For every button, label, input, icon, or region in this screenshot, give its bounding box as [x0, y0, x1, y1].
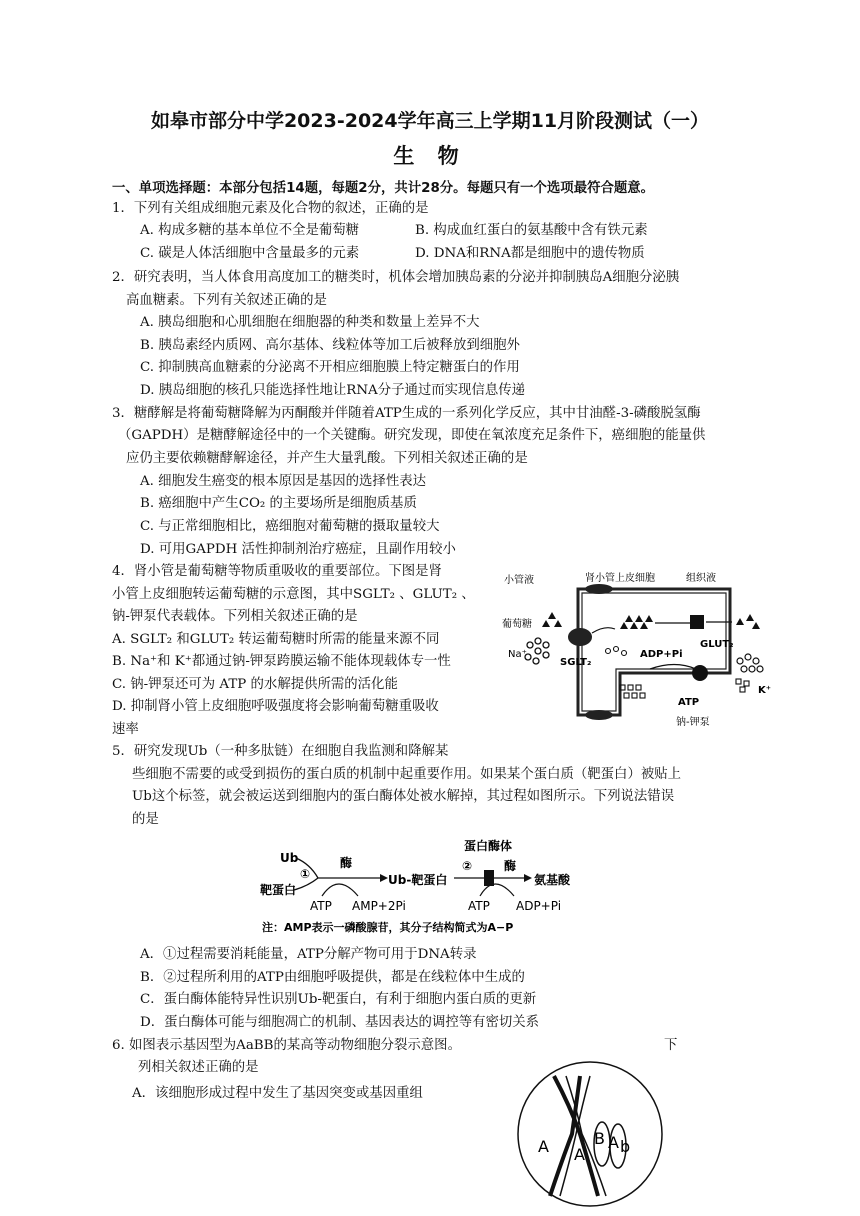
- gene-A-2: A: [574, 1145, 585, 1164]
- fig-ubtarget-label: Ub-靶蛋白: [388, 873, 448, 887]
- fig-cell-label: 肾小管上皮细胞: [585, 573, 655, 584]
- gene-b: b: [620, 1137, 631, 1156]
- q6-option-a: A．该细胞形成过程中发生了基因突变或基因重组: [132, 1086, 423, 1101]
- q5-option-b: B．②过程所利用的ATP由细胞呼吸提供，都是在线粒体中生成的: [140, 970, 525, 985]
- fig-pump-label: 钠-钾泵: [676, 717, 710, 728]
- ubiquitin-process-figure: [258, 832, 598, 938]
- fig-proteasome-label: 蛋白酶体: [464, 839, 513, 853]
- q5-option-d: D．蛋白酶体可能与细胞凋亡的机制、基因表达的调控等有密切关系: [140, 1015, 540, 1030]
- gene-B: B: [594, 1129, 605, 1148]
- q4-stem-2: 小管上皮细胞转运葡萄糖的示意图，其中SGLT₂ 、GLUT₂ 、: [112, 587, 475, 602]
- q3-stem-3: 应仍主要依赖糖酵解途径，并产生大量乳酸。下列相关叙述正确的是: [126, 451, 528, 466]
- glucose-triangles-inside: [620, 615, 653, 629]
- sglt-transporter: [568, 628, 592, 646]
- fig-glut-label: GLUT₂: [700, 639, 734, 650]
- q5-option-a: A．①过程需要消耗能量，ATP分解产物可用于DNA转录: [140, 947, 477, 962]
- q2-option-c: C. 抑制胰高血糖素的分泌离不开相应细胞膜上特定糖蛋白的作用: [140, 360, 520, 375]
- fig-step2-arrowhead: [524, 874, 532, 882]
- gene-A-1: A: [538, 1137, 549, 1156]
- q2-stem-1: 2．研究表明，当人体食用高度加工的糖类时，机体会增加胰岛素的分泌并抑制胰岛A细胞分泌胰: [112, 270, 680, 285]
- sodium-potassium-pump: [692, 665, 708, 681]
- q1-option-b: B. 构成血红蛋白的氨基酸中含有铁元素: [415, 223, 648, 238]
- fig-note: 注：AMP表示一磷酸腺苷，其分子结构简式为A−P: [262, 921, 514, 934]
- fig-amp-label: AMP+2Pi: [352, 899, 406, 913]
- q5-stem-4: 的是: [132, 812, 159, 827]
- q4-option-d-cont: 速率: [112, 722, 139, 737]
- q1-option-d: D. DNA和RNA都是细胞中的遗传物质: [415, 246, 645, 261]
- q3-option-c: C. 与正常细胞相比，癌细胞对葡萄糖的摄取量较大: [140, 519, 440, 534]
- na-circles-right: [737, 654, 763, 672]
- q1-option-a: A. 构成多糖的基本单位不全是葡萄糖: [140, 223, 360, 238]
- fig-enzyme2-label: 酶: [504, 859, 517, 873]
- cell-division-figure: [510, 1056, 670, 1212]
- kidney-tubule-figure: [500, 565, 800, 745]
- na-circles-left: [525, 638, 549, 664]
- fig-proteasome-shape: [484, 870, 494, 886]
- q2-option-b: B. 胰岛素经内质网、高尔基体、线粒体等加工后被释放到细胞外: [140, 338, 520, 353]
- q5-option-c: C．蛋白酶体能特异性识别Ub-靶蛋白，有利于细胞内蛋白质的更新: [140, 992, 537, 1007]
- fig-atp-label: ATP: [678, 697, 700, 708]
- q3-stem-1: 3．糖酵解是将葡萄糖降解为丙酮酸并伴随着ATP生成的一系列化学反应，其中甘油醛-3-磷酸脱氢酶: [112, 406, 701, 421]
- q1-stem: 1．下列有关组成细胞元素及化合物的叙述，正确的是: [112, 201, 429, 216]
- glut-transporter: [690, 615, 704, 629]
- q1-option-c: C. 碳是人体活细胞中含量最多的元素: [140, 246, 360, 261]
- fig-atp1-curve: [322, 884, 358, 896]
- q2-option-d: D. 胰岛细胞的核孔只能选择性地让RNA分子通过而实现信息传递: [140, 383, 526, 398]
- q3-option-b: B. 癌细胞中产生CO₂ 的主要场所是细胞质基质: [140, 496, 417, 511]
- q5-stem-2: 些细胞不需要的或受到损伤的蛋白质的机制中起重要作用。如果某个蛋白质（靶蛋白）被贴上: [132, 767, 682, 782]
- subject-title: 生 物: [393, 144, 467, 168]
- gene-A-3: A: [608, 1133, 619, 1152]
- q3-stem-2: （GAPDH）是糖酵解途径中的一个关键酶。研究发现，即使在氧浓度充足条件下，癌细胞的能量供: [118, 428, 706, 443]
- q3-option-a: A. 细胞发生癌变的根本原因是基因的选择性表达: [140, 474, 426, 489]
- junction-bottom: [585, 710, 613, 720]
- fig-step1-arrowhead: [380, 874, 388, 882]
- fig-ub-label: Ub: [280, 851, 299, 865]
- q4-option-d: D. 抑制肾小管上皮细胞呼吸强度将会影响葡萄糖重吸收: [112, 699, 439, 714]
- q5-stem-1: 5．研究发现Ub（一种多肽链）在细胞自我监测和降解某: [112, 744, 449, 759]
- q2-stem-2: 高血糖素。下列有关叙述正确的是: [126, 293, 327, 308]
- q4-option-c: C. 钠-钾泵还可为 ATP 的水解提供所需的活化能: [112, 677, 398, 692]
- fig-na-label: Na⁺: [508, 649, 527, 660]
- q6-stem-1b: 下: [664, 1038, 678, 1053]
- fig-step2-label: ②: [462, 859, 473, 873]
- fig-enzyme1-label: 酶: [340, 856, 353, 870]
- k-squares-inside: [620, 685, 645, 698]
- fig-k-label: K⁺: [758, 685, 772, 696]
- q4-option-a: A. SGLT₂ 和GLUT₂ 转运葡萄糖时所需的能量来源不同: [112, 632, 440, 647]
- glucose-triangles-left: [542, 612, 562, 627]
- fig-sglt-label: SGLT₂: [560, 657, 592, 668]
- fig-adp-label: ADP+Pi: [516, 899, 562, 913]
- fig-tissue-label: 组织液: [686, 573, 716, 584]
- q2-option-a: A. 胰岛细胞和心肌细胞在细胞器的种类和数量上差异不大: [140, 315, 480, 330]
- fig-glucose-label: 葡萄糖: [502, 619, 532, 630]
- q4-stem-1: 4．肾小管是葡萄糖等物质重吸收的重要部位。下图是肾: [112, 564, 442, 579]
- exam-title: 如皋市部分中学2023-2024学年高三上学期11月阶段测试（一）: [150, 110, 710, 132]
- fig-atp2-label: ATP: [468, 899, 490, 913]
- pump-arrow: [650, 665, 696, 670]
- na-circles-inside: [606, 647, 627, 656]
- fig-step1-label: ①: [300, 867, 311, 881]
- fig-atp1-label: ATP: [310, 899, 332, 913]
- k-squares-right: [736, 679, 749, 692]
- q3-option-d: D. 可用GAPDH 活性抑制剂治疗癌症，且副作用较小: [140, 542, 456, 557]
- q5-stem-3: Ub这个标签，就会被运送到细胞内的蛋白酶体处被水解掉，其过程如图所示。下列说法错误: [132, 789, 675, 804]
- q4-stem-3: 钠-钾泵代表载体。下列相关叙述正确的是: [112, 609, 358, 624]
- fig-lumen-label: 小管液: [504, 575, 534, 586]
- fig-target-label: 靶蛋白: [260, 883, 297, 897]
- sglt-arrow: [592, 628, 615, 633]
- glucose-triangles-right: [736, 614, 760, 629]
- section-heading: 一、单项选择题：本部分包括14题，每题2分，共计28分。每题只有一个选项最符合题意。: [112, 181, 655, 196]
- q4-option-b: B. Na⁺和 K⁺都通过钠-钾泵跨膜运输不能体现载体专一性: [112, 654, 451, 669]
- fig-adp-label: ADP+Pi: [640, 649, 683, 660]
- junction-top: [585, 584, 613, 594]
- q6-stem-1: 6. 如图表示基因型为AaBB的某高等动物细胞分裂示意图。: [112, 1038, 461, 1053]
- cell-outline: [518, 1062, 662, 1206]
- q6-stem-2: 列相关叙述正确的是: [138, 1060, 259, 1075]
- fig-aa-label: 氨基酸: [534, 873, 571, 887]
